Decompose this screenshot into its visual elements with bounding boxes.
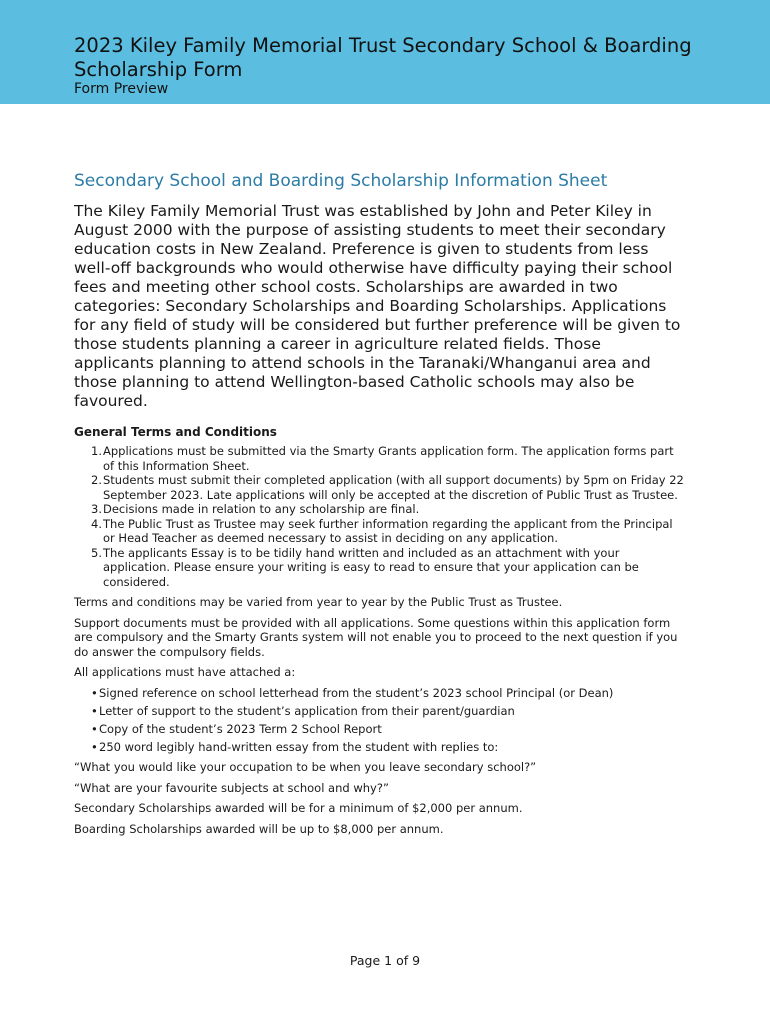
terms-item-text: Students must submit their completed application (with all support documents) by 5pm on Friday 22 September 2023. Late applications will only be accepted at the discretion of Public Trust as Trustee. xyxy=(103,473,684,502)
varied-note: Terms and conditions may be varied from year to year by the Public Trust as Trustee. xyxy=(74,595,563,609)
info-sheet xyxy=(74,170,684,836)
header-banner xyxy=(0,0,770,104)
terms-item xyxy=(74,517,684,546)
form-preview-label: Form Preview xyxy=(74,81,169,97)
attachments-list xyxy=(74,686,684,755)
list-item xyxy=(74,722,684,737)
boarding-amount: Boarding Scholarships awarded will be up to $8,000 per annum. xyxy=(74,821,444,836)
list-item xyxy=(74,704,684,719)
attachment-text: Copy of the student’s 2023 Term 2 School Report xyxy=(99,721,382,736)
support-note: Support documents must be provided with all applications. Some questions within this application form are compulsory and the Smarty Grants system will not enable you to proceed to the next question if you do answer the compulsory fields. xyxy=(74,615,678,659)
attachment-text: Signed reference on school letterhead from the student’s 2023 school Principal (or Dean) xyxy=(99,685,614,700)
secondary-amount: Secondary Scholarships awarded will be for a minimum of $2,000 per annum. xyxy=(74,801,523,815)
form-title: 2023 Kiley Family Memorial Trust Secondary School & Boarding Scholarship Form xyxy=(74,34,692,81)
list-item xyxy=(74,740,684,755)
bullet-icon: • xyxy=(91,703,98,718)
attachment-text: Letter of support to the student’s application from their parent/guardian xyxy=(99,703,515,718)
terms-item-number: 2. xyxy=(91,473,102,487)
terms-item xyxy=(74,473,684,502)
terms-item-text: Applications must be submitted via the Smarty Grants application form. The application forms part of this Information Sheet. xyxy=(103,444,674,473)
list-item xyxy=(74,686,684,701)
terms-item xyxy=(74,444,684,473)
terms-heading: General Terms and Conditions xyxy=(74,425,277,439)
bullet-icon: • xyxy=(91,739,98,754)
terms-item-text: Decisions made in relation to any scholarship are final. xyxy=(103,502,420,516)
attachments-intro: All applications must have attached a: xyxy=(74,665,296,679)
terms-item-number: 3. xyxy=(91,502,102,516)
essay-question-1: “What you would like your occupation to be when you leave secondary school?” xyxy=(74,760,537,774)
terms-item-number: 4. xyxy=(91,516,102,531)
terms-item-number: 1. xyxy=(91,444,102,458)
terms-list xyxy=(74,444,684,589)
bullet-icon: • xyxy=(91,721,98,736)
terms-item-number: 5. xyxy=(91,545,102,560)
page-number: Page 1 of 9 xyxy=(349,953,421,968)
terms-item-text: The applicants Essay is to be tidily hand written and included as an attachment with your application. Please ensure your writing is easy to read to ensure that your application can be considered. xyxy=(103,545,639,589)
terms-item xyxy=(74,546,684,590)
attachment-text: 250 word legibly hand-written essay from the student with replies to: xyxy=(99,739,499,754)
essay-question-2: “What are your favourite subjects at school and why?” xyxy=(74,780,389,795)
sheet-heading: Secondary School and Boarding Scholarship Information Sheet xyxy=(74,171,608,191)
intro-paragraph: The Kiley Family Memorial Trust was established by John and Peter Kiley in August 2000 with the purpose of assisting students to meet their secondary education costs in New Zealand. Preference is given to students from less well-off backgrounds who would otherwise have difficulty paying their school fees and meeting other school costs. Scholarships are awarded in two categories: Secondary Scholarships and Boarding Scholarships. Applications for any field of study will be considered but further preference will be given to those students planning a career in agriculture related fields. Those applicants planning to attend schools in the Taranaki/Whanganui area and those planning to attend Wellington-based Catholic schools may also be favoured. xyxy=(74,202,681,410)
terms-item xyxy=(74,502,684,517)
terms-item-text: The Public Trust as Trustee may seek further information regarding the applicant from the Principal or Head Teacher as deemed necessary to assist in deciding on any application. xyxy=(103,516,673,545)
bullet-icon: • xyxy=(91,685,98,700)
